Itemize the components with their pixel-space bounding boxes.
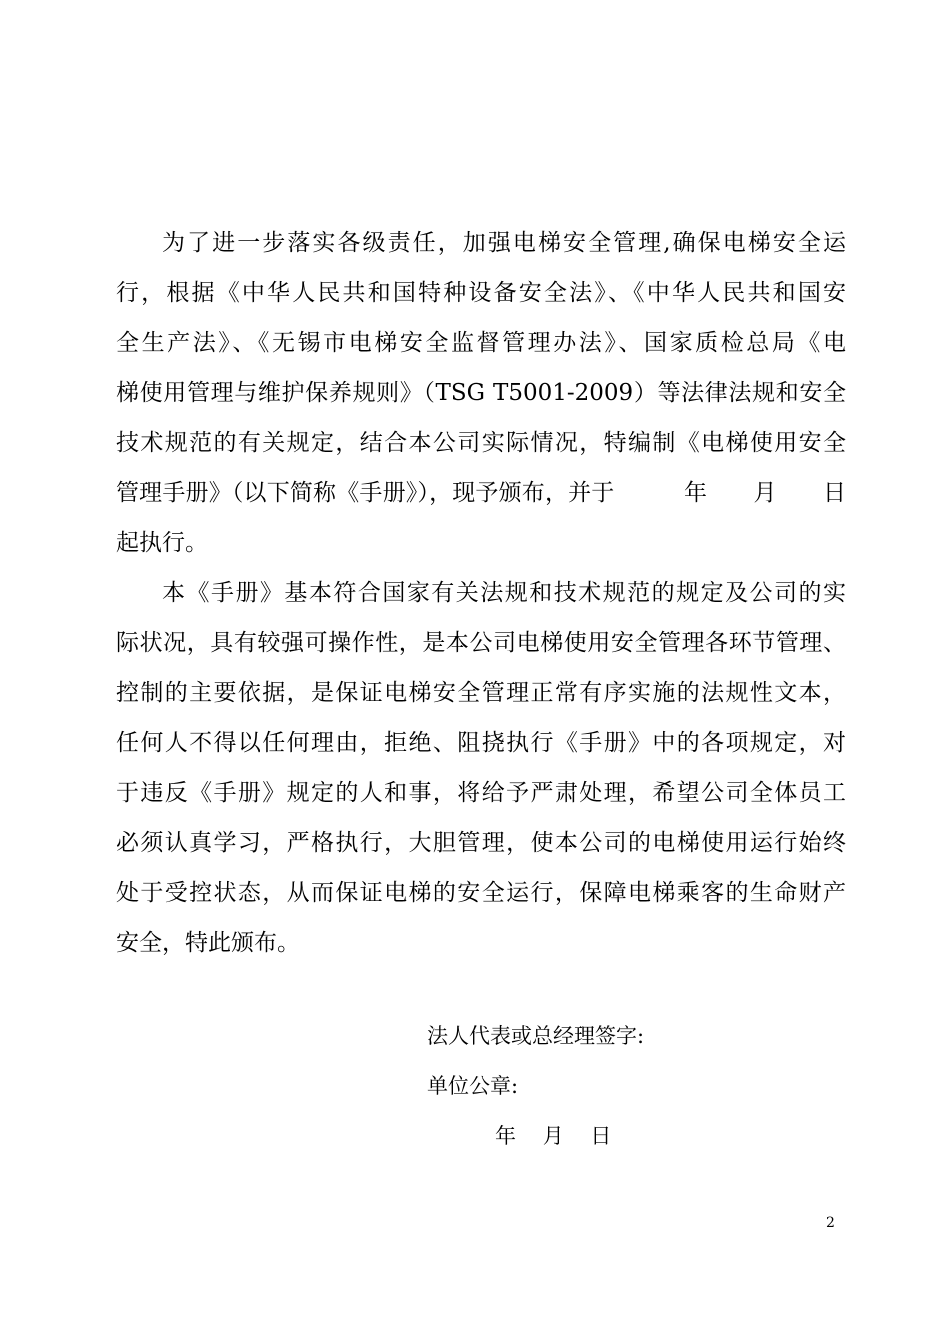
paragraph-line: 任何人不得以任何理由，拒绝、阻挠执行《手册》中的各项规定，对 bbox=[116, 730, 846, 756]
signature-date-line: 年 月 日 bbox=[495, 1124, 612, 1148]
paragraph-line: 控制的主要依据，是保证电梯安全管理正常有序实施的法规性文本， bbox=[116, 680, 846, 706]
page-number: 2 bbox=[826, 1215, 835, 1231]
paragraph-line: 处于受控状态，从而保证电梯的安全运行，保障电梯乘客的生命财产 bbox=[116, 880, 846, 906]
representative-signature-label: 法人代表或总经理签字: bbox=[427, 1024, 645, 1048]
paragraph-line: 管理手册》（以下简称《手册》），现予颁布，并于 年 月 日 bbox=[116, 480, 846, 506]
paragraph-line: 本《手册》基本符合国家有关法规和技术规范的规定及公司的实 bbox=[162, 580, 846, 606]
paragraph-line: 必须认真学习，严格执行，大胆管理，使本公司的电梯使用运行始终 bbox=[116, 830, 846, 856]
paragraph-line: 际状况，具有较强可操作性，是本公司电梯使用安全管理各环节管理、 bbox=[116, 630, 846, 656]
paragraph-line: 行，根据《中华人民共和国特种设备安全法》、《中华人民共和国安 bbox=[116, 280, 846, 306]
company-seal-label: 单位公章: bbox=[427, 1074, 519, 1098]
paragraph-line: 梯使用管理与维护保养规则》（TSG T5001-2009）等法律法规和安全 bbox=[116, 380, 846, 406]
paragraph-line: 起执行。 bbox=[116, 530, 208, 556]
paragraph-line: 全生产法》、《无锡市电梯安全监督管理办法》、国家质检总局《电 bbox=[116, 330, 846, 356]
paragraph-line: 技术规范的有关规定，结合本公司实际情况，特编制《电梯使用安全 bbox=[116, 430, 846, 456]
paragraph-line: 于违反《手册》规定的人和事，将给予严肃处理，希望公司全体员工 bbox=[116, 780, 846, 806]
paragraph-line: 为了进一步落实各级责任，加强电梯安全管理,确保电梯安全运 bbox=[162, 230, 846, 256]
paragraph-line: 安全，特此颁布。 bbox=[116, 930, 300, 956]
